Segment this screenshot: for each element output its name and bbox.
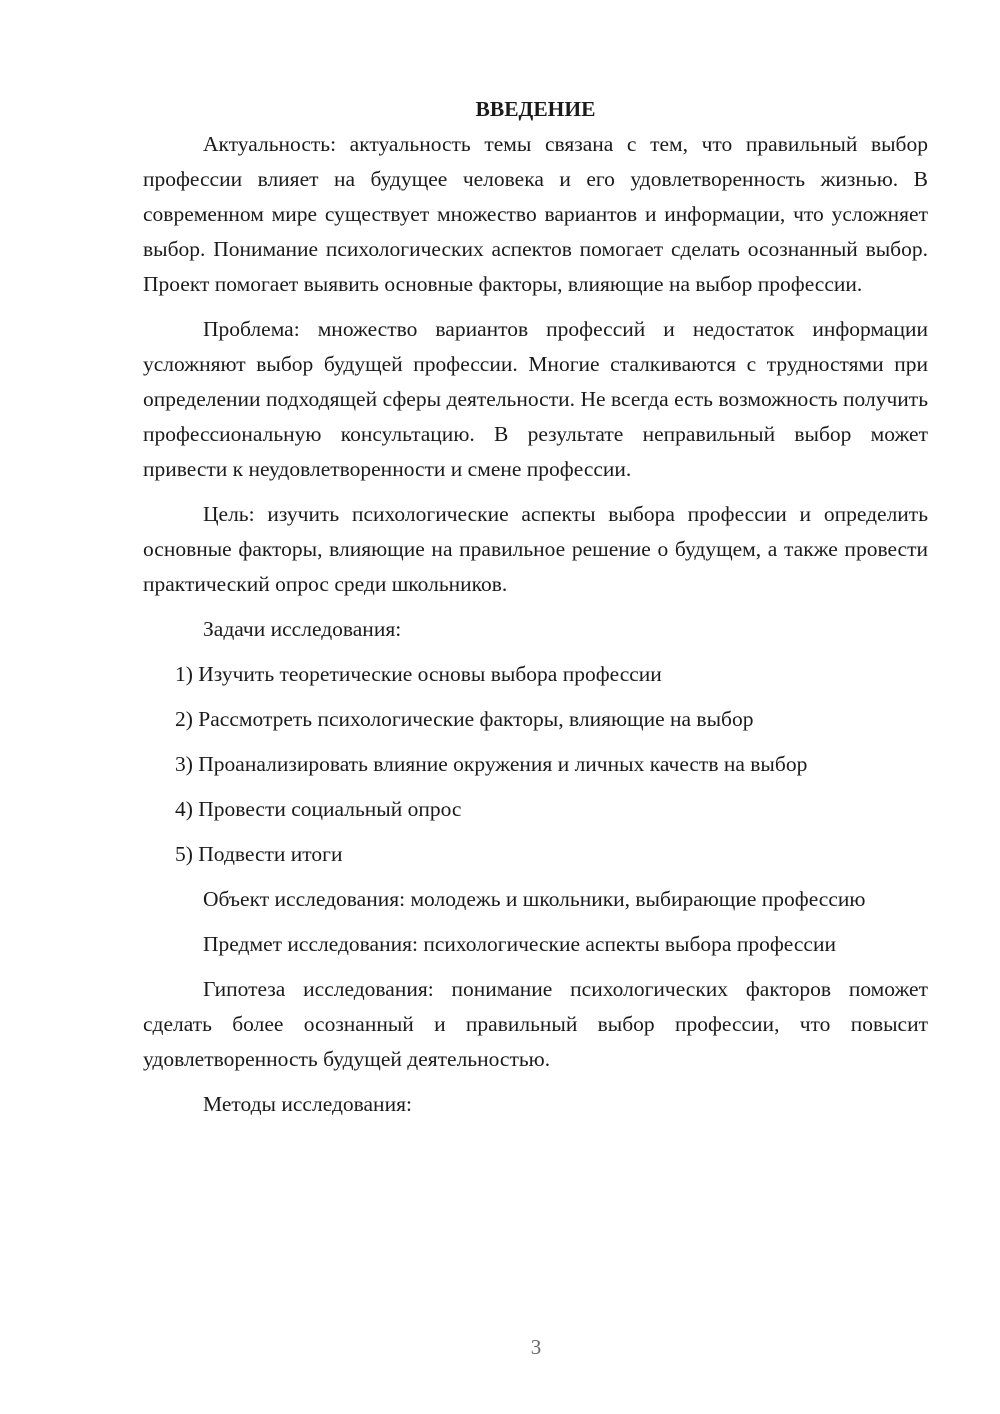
task-item: 1) Изучить теоретические основы выбора профессии <box>175 662 662 686</box>
task-item: 5) Подвести итоги <box>175 842 343 866</box>
object-paragraph: Объект исследования: молодежь и школьники, выбирающие профессию <box>203 887 866 911</box>
task-item: 4) Провести социальный опрос <box>175 797 462 821</box>
task-item: 2) Рассмотреть психологические факторы, влияющие на выбор <box>175 707 754 731</box>
page-content <box>143 92 928 1132</box>
page-title: ВВЕДЕНИЕ <box>475 97 596 121</box>
task-item: 3) Проанализировать влияние окружения и личных качеств на выбор <box>175 752 808 776</box>
tasks-list <box>143 657 928 872</box>
problem-paragraph: Проблема: множество вариантов профессий и недостаток информации усложняют выбор будущей профессии. Многие сталкиваются с трудностями при определении подходящей сферы деятельности. Не всегда есть возможность получить профессиональную консультацию. В результате неправильный выбор может привести к неудовлетворенности и смене профессии. <box>143 317 928 481</box>
relevance-paragraph: Актуальность: актуальность темы связана с тем, что правильный выбор профессии влияет на будущее человека и его удовлетворенность жизнью. В современном мире существует множество вариантов и информации, что усложняет выбор. Понимание психологических аспектов помогает сделать осознанный выбор. Проект помогает выявить основные факторы, влияющие на выбор профессии. <box>143 132 928 296</box>
methods-paragraph: Методы исследования: <box>203 1092 412 1116</box>
page-number: 3 <box>530 1335 542 1359</box>
subject-paragraph: Предмет исследования: психологические аспекты выбора профессии <box>203 932 836 956</box>
goal-paragraph: Цель: изучить психологические аспекты выбора профессии и определить основные факторы, влияющие на правильное решение о будущем, а также провести практический опрос среди школьников. <box>143 502 928 596</box>
tasks-heading: Задачи исследования: <box>203 617 402 641</box>
hypothesis-paragraph: Гипотеза исследования: понимание психологических факторов поможет сделать более осознанный и правильный выбор профессии, что повысит удовлетворенность будущей деятельностью. <box>143 977 928 1071</box>
